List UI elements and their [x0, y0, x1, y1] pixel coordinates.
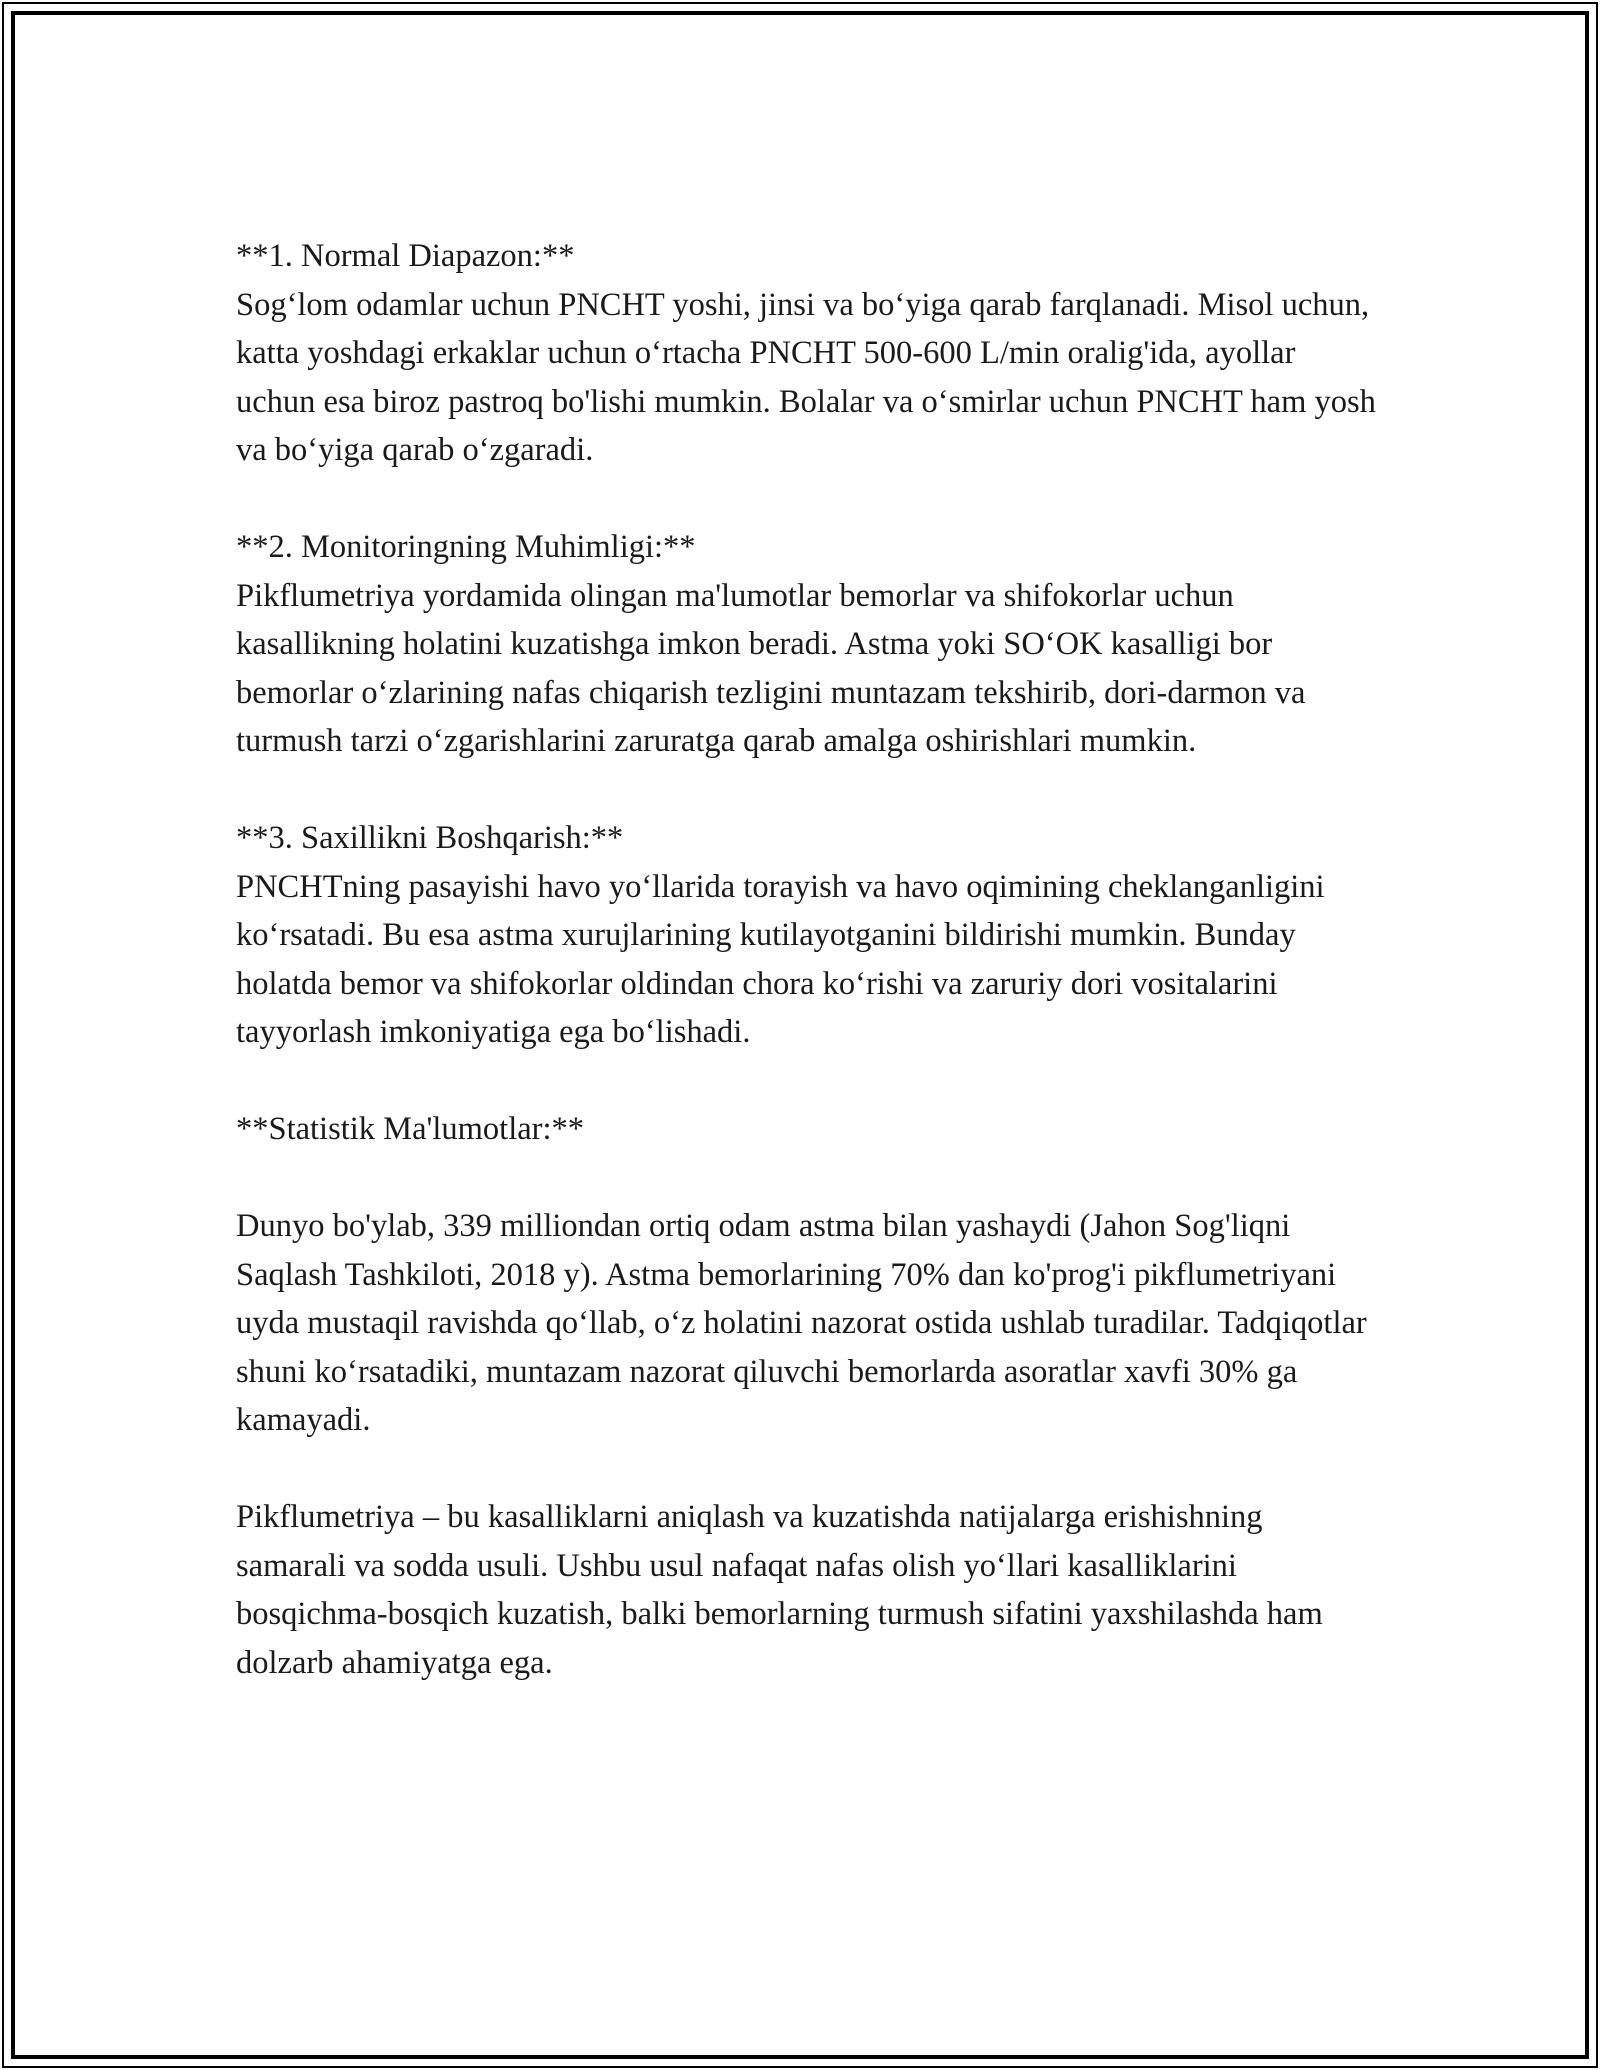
section-statistics [236, 1105, 1376, 1445]
section-normal-range [236, 232, 1376, 475]
statistics-paragraph: Dunyo bo'ylab, 339 milliondan ortiq odam astma bilan yashaydi (Jahon Sog'liqni Saqlash Tashkiloti, 2018 y). Astma bemorlarining 70% dan ko'prog'i pikflumetriyani uyda mustaqil ravishda qo‘llab, o‘z holatini nazorat ostida ushlab turadilar. Tadqiqotlar shuni ko‘rsatadiki, muntazam nazorat qiluvchi bemorlarda asoratlar xavfi 30% ga kamayadi. [236, 1208, 1367, 1438]
section-monitoring-importance [236, 523, 1376, 766]
section-heading: **3. Saxillikni Boshqarish:** [236, 820, 624, 856]
section-paragraph: PNCHTning pasayishi havo yo‘llarida torayish va havo oqimining cheklanganligini ko‘rsatadi. Bu esa astma xurujlarining kutilayotganini bildirishi mumkin. Bunday holatda bemor va shifokorlar oldindan chora ko‘rishi va zaruriy dori vositalarini tayyorlash imkoniyatiga ega bo‘lishadi. [236, 868, 1325, 1050]
section-management [236, 814, 1376, 1057]
document-body [236, 232, 1376, 1736]
section-paragraph: Pikflumetriya yordamida olingan ma'lumotlar bemorlar va shifokorlar uchun kasallikning holatini kuzatishga imkon beradi. Astma yoki SO‘OK kasalligi bor bemorlar o‘zlarining nafas chiqarish tezligini muntazam tekshirib, dori-darmon va turmush tarzi o‘zgarishlarini zaruratga qarab amalga oshirishlari mumkin. [236, 577, 1306, 759]
section-paragraph: Sog‘lom odamlar uchun PNCHT yoshi, jinsi va bo‘yiga qarab farqlanadi. Misol uchun, katta yoshdagi erkaklar uchun o‘rtacha PNCHT 500-600 L/min oralig'ida, ayollar uchun esa biroz pastroq bo'lishi mumkin. Bolalar va o‘smirlar uchun PNCHT ham yosh va bo‘yiga qarab o‘zgaradi. [236, 286, 1376, 468]
section-heading: **1. Normal Diapazon:** [236, 238, 575, 274]
statistics-heading: **Statistik Ma'lumotlar:** [236, 1111, 584, 1147]
conclusion-paragraph: Pikflumetriya – bu kasalliklarni aniqlash va kuzatishda natijalarga erishishning samarali va sodda usuli. Ushbu usul nafaqat nafas olish yo‘llari kasalliklarini bosqichma-bosqich kuzatish, balki bemorlarning turmush sifatini yaxshilashda ham dolzarb ahamiyatga ega. [236, 1499, 1323, 1681]
section-heading: **2. Monitoringning Muhimligi:** [236, 529, 696, 565]
section-conclusion [236, 1493, 1376, 1687]
